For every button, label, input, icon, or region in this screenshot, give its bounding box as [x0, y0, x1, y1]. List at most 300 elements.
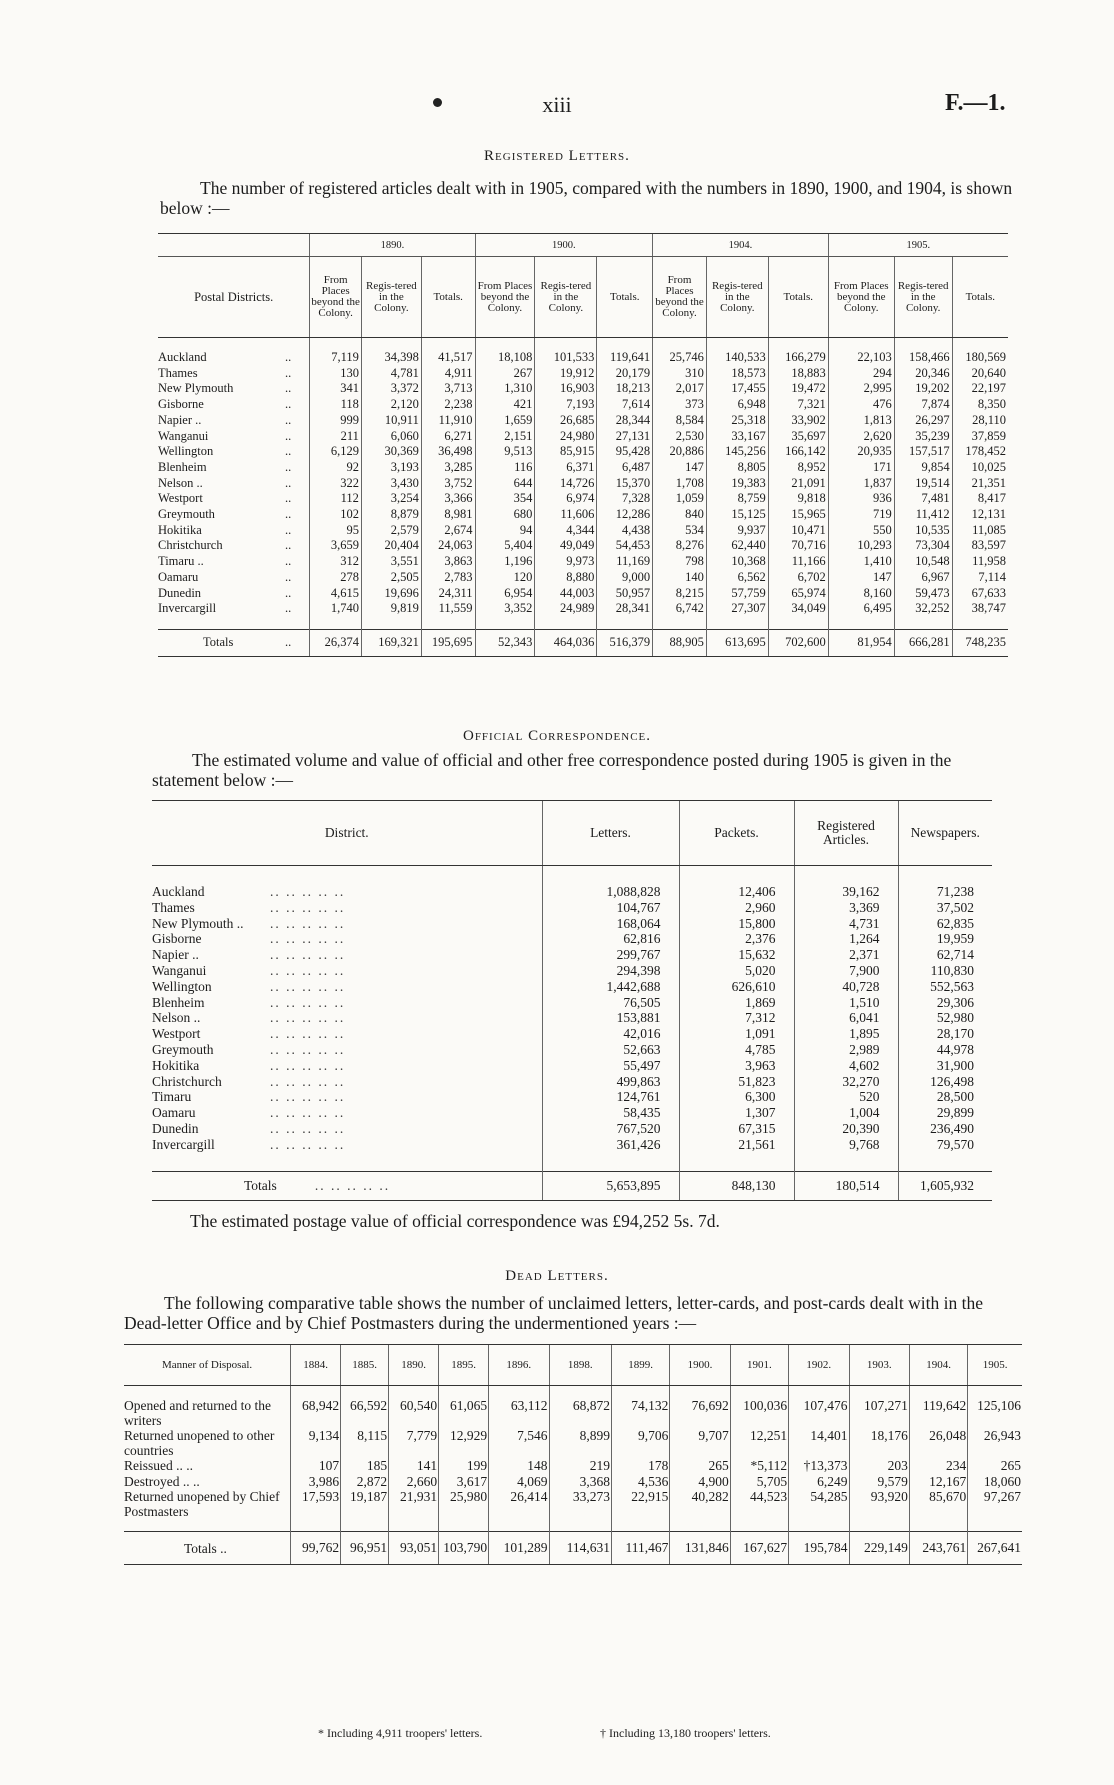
data-cell: 234 [909, 1458, 967, 1474]
leader-dots: .. .. .. .. .. [270, 1089, 346, 1105]
data-cell: 373 [653, 397, 707, 413]
table-row [158, 507, 1008, 523]
data-cell: 7,481 [894, 491, 952, 507]
year-header: 1884. [291, 1345, 341, 1386]
data-cell: 7,119 [310, 350, 362, 366]
data-cell: 9,854 [894, 460, 952, 476]
data-cell: 2,620 [828, 429, 894, 445]
data-cell: 8,981 [421, 507, 475, 523]
data-cell: 8,215 [653, 586, 707, 602]
leader-dots: .. .. .. .. .. [270, 899, 346, 915]
table-row [152, 1058, 992, 1074]
table-row [152, 995, 992, 1011]
total-cell: 169,321 [361, 629, 421, 656]
data-cell: 219 [549, 1458, 612, 1474]
leader-dots: .. [285, 365, 292, 380]
total-cell: 26,374 [310, 629, 362, 656]
data-cell: 4,438 [597, 523, 653, 539]
data-cell: 67,315 [679, 1121, 794, 1137]
leader-dots: .. .. .. .. .. [270, 915, 346, 931]
data-cell: 19,912 [535, 366, 597, 382]
total-cell: 5,653,895 [542, 1171, 679, 1200]
data-cell: 20,640 [952, 366, 1008, 382]
year-header: 1904. [909, 1345, 967, 1386]
row-label: Christchurch [158, 538, 223, 553]
data-cell: 92 [310, 460, 362, 476]
data-cell: 30,369 [361, 444, 421, 460]
data-cell: 3,366 [421, 491, 475, 507]
row-label: Thames [158, 365, 198, 380]
data-cell: 6,948 [706, 397, 768, 413]
row-label: Wellington .. .. .. .. .. [152, 978, 346, 994]
data-cell: 7,546 [489, 1428, 549, 1458]
data-cell: 24,311 [421, 586, 475, 602]
data-cell: 26,048 [909, 1428, 967, 1458]
year-header: 1890. [310, 234, 475, 257]
data-cell: 12,251 [730, 1428, 788, 1458]
data-cell: 3,617 [439, 1474, 489, 1490]
data-cell: 24,980 [535, 429, 597, 445]
data-cell: 4,785 [679, 1042, 794, 1058]
data-cell: 18,883 [768, 366, 828, 382]
official-correspondence-intro: The estimated volume and value of official and other free correspondence posted during 1905 is given in the statement below :— [152, 750, 952, 790]
data-cell: 534 [653, 523, 707, 539]
data-cell: 37,502 [898, 900, 992, 916]
data-cell: 1,740 [310, 601, 362, 617]
data-cell: 27,131 [597, 429, 653, 445]
data-cell: 120 [475, 570, 535, 586]
data-cell: 6,495 [828, 601, 894, 617]
data-cell: 52,980 [898, 1010, 992, 1026]
data-cell: 2,783 [421, 570, 475, 586]
data-cell: 1,410 [828, 554, 894, 570]
data-cell: 34,398 [361, 350, 421, 366]
data-cell: 41,517 [421, 350, 475, 366]
data-cell: 11,606 [535, 507, 597, 523]
data-cell: 157,517 [894, 444, 952, 460]
total-cell: 516,379 [597, 629, 653, 656]
data-cell: 3,193 [361, 460, 421, 476]
data-cell: 95,428 [597, 444, 653, 460]
data-cell: 8,759 [706, 491, 768, 507]
year-header: 1903. [849, 1345, 909, 1386]
totals-label: Totals .. [124, 1532, 291, 1565]
data-cell: 22,103 [828, 350, 894, 366]
row-label: Blenheim .. .. .. .. .. [152, 994, 346, 1010]
data-cell: 3,352 [475, 601, 535, 617]
data-cell: 236,490 [898, 1121, 992, 1137]
leader-dots: .. [285, 569, 292, 584]
data-cell: 148 [489, 1458, 549, 1474]
data-cell: 35,697 [768, 429, 828, 445]
data-cell: 550 [828, 523, 894, 539]
data-cell: 6,487 [597, 460, 653, 476]
data-cell: 178,452 [952, 444, 1008, 460]
leader-dots: .. [285, 350, 292, 364]
data-cell: 62,440 [706, 538, 768, 554]
data-cell: 14,401 [789, 1428, 849, 1458]
row-label: Auckland .. .. .. .. .. [152, 884, 346, 899]
data-cell: 294,398 [542, 963, 679, 979]
data-cell: 203 [849, 1458, 909, 1474]
data-cell: 4,615 [310, 586, 362, 602]
data-cell: 211 [310, 429, 362, 445]
data-cell: 24,063 [421, 538, 475, 554]
data-cell: 33,273 [549, 1489, 612, 1519]
leader-dots: .. .. .. .. .. [270, 1120, 346, 1136]
leader-dots: .. [285, 444, 292, 459]
data-cell: 14,726 [535, 476, 597, 492]
total-cell: 101,289 [489, 1532, 549, 1565]
total-cell: 96,951 [341, 1532, 389, 1565]
data-cell: 1,059 [653, 491, 707, 507]
data-cell: 421 [475, 397, 535, 413]
column-header-registered: Regis-tered in the Colony. [535, 257, 597, 338]
column-header-registered: Regis-tered in the Colony. [706, 257, 768, 338]
leader-dots: .. .. .. .. .. [270, 1105, 346, 1121]
total-cell: 167,627 [730, 1532, 788, 1565]
table-row [158, 586, 1008, 602]
data-cell: 8,880 [535, 570, 597, 586]
data-cell: 1,091 [679, 1026, 794, 1042]
data-cell: 12,167 [909, 1474, 967, 1490]
data-cell: 6,129 [310, 444, 362, 460]
table-row [158, 444, 1008, 460]
data-cell: 267 [475, 366, 535, 382]
total-cell: 195,784 [789, 1532, 849, 1565]
data-cell: 24,989 [535, 601, 597, 617]
data-cell: 719 [828, 507, 894, 523]
data-cell: 10,911 [361, 413, 421, 429]
data-cell: 9,819 [361, 601, 421, 617]
table-row [152, 979, 992, 995]
data-cell: 76,505 [542, 995, 679, 1011]
data-cell: 21,931 [389, 1489, 439, 1519]
data-cell: 7,874 [894, 397, 952, 413]
data-cell: 21,091 [768, 476, 828, 492]
table-row [152, 1026, 992, 1042]
row-label: Greymouth .. .. .. .. .. [152, 1041, 346, 1057]
leader-dots: .. .. .. .. .. [270, 994, 346, 1010]
data-cell: 40,282 [670, 1489, 730, 1519]
data-cell: 3,659 [310, 538, 362, 554]
total-cell: 93,051 [389, 1532, 439, 1565]
leader-dots: .. .. .. .. .. [270, 947, 346, 963]
total-cell: 702,600 [768, 629, 828, 656]
leader-dots: .. [285, 601, 292, 616]
data-cell: 25,746 [653, 350, 707, 366]
data-cell: 12,929 [439, 1428, 489, 1458]
data-cell: 25,980 [439, 1489, 489, 1519]
data-cell: 10,025 [952, 460, 1008, 476]
data-cell: 124,761 [542, 1089, 679, 1105]
data-cell: 9,768 [794, 1137, 898, 1153]
data-cell: 18,213 [597, 381, 653, 397]
data-cell: 4,536 [612, 1474, 670, 1490]
row-label: Wanganui [158, 428, 209, 443]
data-cell: 2,530 [653, 429, 707, 445]
data-cell: 145,256 [706, 444, 768, 460]
data-cell: 51,823 [679, 1074, 794, 1090]
data-cell: 180,569 [952, 350, 1008, 366]
data-cell: 93,920 [849, 1489, 909, 1519]
data-cell: 6,271 [421, 429, 475, 445]
data-cell: 147 [653, 460, 707, 476]
data-cell: 310 [653, 366, 707, 382]
data-cell: 44,003 [535, 586, 597, 602]
row-label: Christchurch .. .. .. .. .. [152, 1073, 346, 1089]
registered-letters-title: Registered Letters. [484, 148, 630, 164]
data-cell: 107,271 [849, 1398, 909, 1428]
year-header: 1885. [341, 1345, 389, 1386]
data-cell: 9,000 [597, 570, 653, 586]
data-cell: 1,088,828 [542, 884, 679, 900]
leader-dots: .. [285, 491, 292, 506]
data-cell: †13,373 [789, 1458, 849, 1474]
data-cell: 8,584 [653, 413, 707, 429]
leader-dots: .. .. .. .. .. [270, 1057, 346, 1073]
data-cell: 95 [310, 523, 362, 539]
data-cell: 168,064 [542, 916, 679, 932]
data-cell: 63,112 [489, 1398, 549, 1428]
data-cell: 74,132 [612, 1398, 670, 1428]
row-label: Hokitika [158, 522, 202, 537]
data-cell: 26,943 [968, 1428, 1022, 1458]
registered-letters-table [158, 233, 1008, 657]
data-cell: 28,500 [898, 1089, 992, 1105]
column-header-from: From Places beyond the Colony. [475, 257, 535, 338]
data-cell: 8,805 [706, 460, 768, 476]
data-cell: 840 [653, 507, 707, 523]
footnote-troopers-13180: † Including 13,180 troopers' letters. [600, 1726, 771, 1740]
data-cell: 3,551 [361, 554, 421, 570]
data-cell: 26,685 [535, 413, 597, 429]
data-cell: 6,974 [535, 491, 597, 507]
column-header-letters: Letters. [542, 801, 679, 866]
year-header: 1900. [670, 1345, 730, 1386]
data-cell: 12,406 [679, 884, 794, 900]
total-cell: 131,846 [670, 1532, 730, 1565]
data-cell: 73,304 [894, 538, 952, 554]
data-cell: 18,176 [849, 1428, 909, 1458]
data-cell: 1,004 [794, 1105, 898, 1121]
data-cell: 20,346 [894, 366, 952, 382]
data-cell: 29,306 [898, 995, 992, 1011]
totals-row [158, 629, 1008, 656]
data-cell: 15,965 [768, 507, 828, 523]
data-cell: 10,548 [894, 554, 952, 570]
row-label: Westport .. .. .. .. .. [152, 1026, 346, 1042]
data-cell: 147 [828, 570, 894, 586]
data-cell: 8,115 [341, 1428, 389, 1458]
leader-dots: .. .. .. .. .. [270, 1136, 346, 1152]
leader-dots: .. .. .. .. .. [270, 978, 346, 994]
leader-dots: .. .. .. .. .. [270, 931, 346, 947]
data-cell: 3,254 [361, 491, 421, 507]
data-cell: 680 [475, 507, 535, 523]
column-header-totals: Totals. [952, 257, 1008, 338]
data-cell: 68,942 [291, 1398, 341, 1428]
data-cell: 21,561 [679, 1137, 794, 1153]
data-cell: 38,747 [952, 601, 1008, 617]
data-cell: 15,632 [679, 947, 794, 963]
column-header-registered: Regis-tered in the Colony. [894, 257, 952, 338]
totals-label: Totals .. .. .. .. .. [152, 1171, 542, 1200]
total-cell: 1,605,932 [898, 1171, 992, 1200]
data-cell: 8,160 [828, 586, 894, 602]
data-cell: 10,293 [828, 538, 894, 554]
total-cell: 464,036 [535, 629, 597, 656]
total-cell: 243,761 [909, 1532, 967, 1565]
document-reference: F.—1. [945, 90, 1006, 116]
year-header: 1899. [612, 1345, 670, 1386]
column-header-from: From Places beyond the Colony. [310, 257, 362, 338]
data-cell: 32,252 [894, 601, 952, 617]
data-cell: 1,659 [475, 413, 535, 429]
leader-dots: .. .. .. .. .. [270, 1010, 346, 1026]
data-cell: 6,742 [653, 601, 707, 617]
data-cell: 110,830 [898, 963, 992, 979]
data-cell: 7,321 [768, 397, 828, 413]
data-cell: 61,065 [439, 1398, 489, 1428]
data-cell: *5,112 [730, 1458, 788, 1474]
data-cell: 28,170 [898, 1026, 992, 1042]
row-label: Napier .. .. .. .. .. .. [152, 947, 346, 963]
total-cell: 267,641 [968, 1532, 1022, 1565]
column-header-totals: Totals. [421, 257, 475, 338]
row-label: Invercargill [158, 601, 217, 616]
data-cell: 2,376 [679, 931, 794, 947]
year-header: 1890. [389, 1345, 439, 1386]
column-header-packets: Packets. [679, 801, 794, 866]
data-cell: 18,060 [968, 1474, 1022, 1490]
data-cell: 7,328 [597, 491, 653, 507]
data-cell: 21,351 [952, 476, 1008, 492]
data-cell: 36,498 [421, 444, 475, 460]
data-cell: 54,285 [789, 1489, 849, 1519]
leader-dots: .. [285, 538, 292, 553]
data-cell: 140,533 [706, 350, 768, 366]
data-cell: 17,455 [706, 381, 768, 397]
data-cell: 10,535 [894, 523, 952, 539]
data-cell: 6,300 [679, 1089, 794, 1105]
data-cell: 83,597 [952, 538, 1008, 554]
row-label: Dunedin [158, 585, 202, 600]
year-header: 1901. [730, 1345, 788, 1386]
row-label: Auckland [158, 350, 207, 364]
data-cell: 19,187 [341, 1489, 389, 1519]
data-cell: 79,570 [898, 1137, 992, 1153]
data-cell: 31,900 [898, 1058, 992, 1074]
data-cell: 7,614 [597, 397, 653, 413]
data-cell: 7,193 [535, 397, 597, 413]
data-cell: 299,767 [542, 947, 679, 963]
column-header-from: From Places beyond the Colony. [653, 257, 707, 338]
data-cell: 32,270 [794, 1074, 898, 1090]
official-correspondence-title: Official Correspondence. [462, 728, 652, 744]
data-cell: 19,383 [706, 476, 768, 492]
data-cell: 2,872 [341, 1474, 389, 1490]
data-cell: 42,016 [542, 1026, 679, 1042]
table-row [152, 1074, 992, 1090]
row-label: Destroyed .. .. [124, 1473, 200, 1489]
table-row [152, 1042, 992, 1058]
table-row [152, 947, 992, 963]
data-cell: 20,404 [361, 538, 421, 554]
data-cell: 119,641 [597, 350, 653, 366]
table-row [158, 350, 1008, 366]
data-cell: 8,417 [952, 491, 1008, 507]
data-cell: 11,559 [421, 601, 475, 617]
year-header: 1902. [789, 1345, 849, 1386]
row-label: Oamaru [158, 569, 199, 584]
column-header-newspapers: Newspapers. [898, 801, 992, 866]
data-cell: 265 [968, 1458, 1022, 1474]
data-cell: 20,886 [653, 444, 707, 460]
data-cell: 3,713 [421, 381, 475, 397]
data-cell: 62,816 [542, 931, 679, 947]
data-cell: 6,562 [706, 570, 768, 586]
data-cell: 66,592 [341, 1398, 389, 1428]
page-number: xiii [542, 92, 572, 117]
data-cell: 97,267 [968, 1489, 1022, 1519]
data-cell: 178 [612, 1458, 670, 1474]
table-row [124, 1428, 1022, 1458]
table-row [158, 476, 1008, 492]
data-cell: 1,310 [475, 381, 535, 397]
data-cell: 12,286 [597, 507, 653, 523]
data-cell: 125,106 [968, 1398, 1022, 1428]
data-cell: 2,238 [421, 397, 475, 413]
data-cell: 44,523 [730, 1489, 788, 1519]
data-cell: 20,935 [828, 444, 894, 460]
year-header: 1895. [439, 1345, 489, 1386]
data-cell: 126,498 [898, 1074, 992, 1090]
data-cell: 3,752 [421, 476, 475, 492]
data-cell: 2,579 [361, 523, 421, 539]
data-cell: 6,702 [768, 570, 828, 586]
row-label: New Plymouth .. .. .. .. .. .. [152, 915, 346, 931]
total-cell: 613,695 [706, 629, 768, 656]
data-cell: 104,767 [542, 900, 679, 916]
data-cell: 141 [389, 1458, 439, 1474]
total-cell: 52,343 [475, 629, 535, 656]
table-row [158, 523, 1008, 539]
data-cell: 3,368 [549, 1474, 612, 1490]
data-cell: 626,610 [679, 979, 794, 995]
data-cell: 1,895 [794, 1026, 898, 1042]
data-cell: 3,986 [291, 1474, 341, 1490]
data-cell: 265 [670, 1458, 730, 1474]
data-cell: 2,995 [828, 381, 894, 397]
data-cell: 130 [310, 366, 362, 382]
data-cell: 54,453 [597, 538, 653, 554]
row-label: Gisborne .. .. .. .. .. [152, 931, 346, 947]
data-cell: 15,800 [679, 916, 794, 932]
year-header: 1898. [549, 1345, 612, 1386]
row-label: Wellington [158, 444, 214, 459]
total-cell: 666,281 [894, 629, 952, 656]
data-cell: 101,533 [535, 350, 597, 366]
row-label: Thames .. .. .. .. .. [152, 899, 346, 915]
table-row [124, 1398, 1022, 1428]
leader-dots: .. [285, 397, 292, 412]
data-cell: 2,505 [361, 570, 421, 586]
year-header: 1904. [653, 234, 829, 257]
total-cell: 88,905 [653, 629, 707, 656]
data-cell: 37,859 [952, 429, 1008, 445]
data-cell: 199 [439, 1458, 489, 1474]
